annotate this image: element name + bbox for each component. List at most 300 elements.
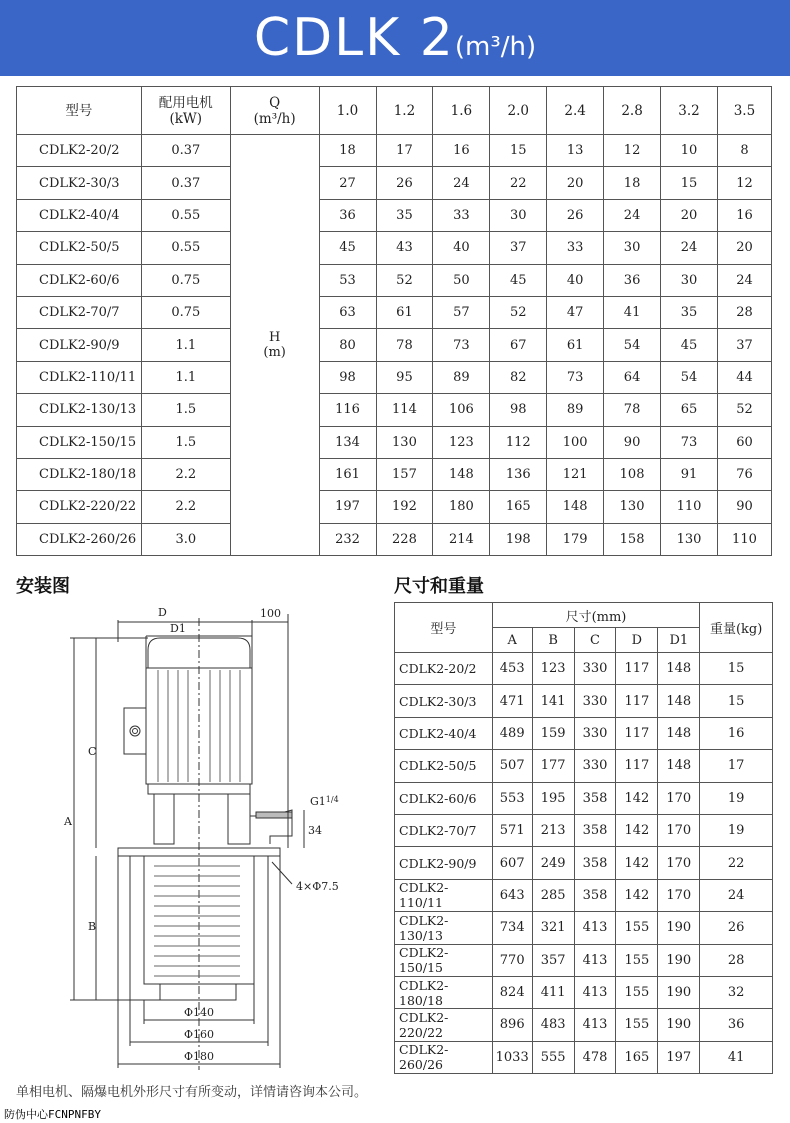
- dimension-cell: 643: [492, 879, 532, 911]
- dimension-cell: 213: [532, 814, 574, 846]
- head-value-cell: 114: [376, 394, 433, 426]
- label-c: C: [88, 745, 97, 758]
- dimension-cell: 413: [574, 976, 616, 1008]
- head-value-cell: 17: [376, 135, 433, 167]
- dimension-cell: 358: [574, 879, 616, 911]
- dimension-cell: 197: [658, 1041, 700, 1073]
- head-value-cell: 36: [604, 264, 661, 296]
- weight-cell: 17: [700, 750, 773, 782]
- head-value-cell: 20: [717, 232, 771, 264]
- junction-box: [124, 708, 146, 754]
- label-d1: D1: [170, 622, 186, 635]
- head-value-cell: 165: [490, 491, 547, 523]
- dimension-cell: 170: [658, 847, 700, 879]
- table-row: [17, 523, 772, 555]
- footnote: 单相电机、隔爆电机外形尺寸有所变动，详情请咨询本公司。: [16, 1085, 368, 1100]
- head-value-cell: 27: [319, 167, 376, 199]
- dimension-cell: 190: [658, 912, 700, 944]
- table-row: [17, 135, 772, 167]
- dimension-cell: 190: [658, 944, 700, 976]
- head-value-cell: 18: [319, 135, 376, 167]
- pump-column-right: [228, 794, 250, 844]
- performance-header-row: [17, 87, 772, 135]
- table-row: [17, 458, 772, 490]
- model-cell: CDLK2-110/11: [17, 361, 142, 393]
- kw-cell: 3.0: [141, 523, 230, 555]
- head-value-cell: 98: [490, 394, 547, 426]
- head-value-cell: 35: [376, 199, 433, 231]
- label-100: 100: [260, 607, 281, 620]
- head-value-cell: 45: [319, 232, 376, 264]
- header-flow: 2.4: [547, 87, 604, 135]
- junction-box-gland: [130, 726, 140, 736]
- head-value-cell: 12: [717, 167, 771, 199]
- model-cell: CDLK2-220/22: [17, 491, 142, 523]
- head-value-cell: 61: [547, 329, 604, 361]
- dims-title: 尺寸和重量: [394, 576, 484, 597]
- head-value-cell: 63: [319, 296, 376, 328]
- dims-header-model: 型号: [395, 603, 493, 653]
- head-value-cell: 45: [490, 264, 547, 296]
- header-flow: 2.8: [604, 87, 661, 135]
- table-row: [395, 717, 773, 749]
- weight-cell: 15: [700, 653, 773, 685]
- table-row: [17, 361, 772, 393]
- dimension-cell: 148: [658, 685, 700, 717]
- head-value-cell: 214: [433, 523, 490, 555]
- head-value-cell: 12: [604, 135, 661, 167]
- title-banner: [0, 0, 790, 76]
- head-value-cell: 106: [433, 394, 490, 426]
- watermark: 防伪中心FCNPNFBY: [4, 1108, 101, 1121]
- label-holes: 4×Φ7.5: [296, 880, 339, 893]
- head-value-cell: 90: [604, 426, 661, 458]
- kw-cell: 0.55: [141, 232, 230, 264]
- table-row: [17, 296, 772, 328]
- head-value-cell: 36: [319, 199, 376, 231]
- weight-cell: 19: [700, 782, 773, 814]
- dimension-cell: 358: [574, 814, 616, 846]
- dims-header-weight: 重量(kg): [700, 603, 773, 653]
- dimension-cell: 142: [616, 782, 658, 814]
- head-value-cell: 73: [433, 329, 490, 361]
- banner-title: CDLK 2: [253, 8, 455, 68]
- model-cell: CDLK2-40/4: [17, 199, 142, 231]
- label-phi180: Φ180: [184, 1050, 215, 1063]
- header-q-line2: (m³/h): [253, 110, 296, 127]
- dimension-cell: 571: [492, 814, 532, 846]
- dimension-cell: 148: [658, 717, 700, 749]
- head-value-cell: 18: [604, 167, 661, 199]
- dimension-cell: 413: [574, 944, 616, 976]
- dims-header-col: B: [532, 628, 574, 653]
- model-cell: CDLK2-130/13: [17, 394, 142, 426]
- head-value-cell: 24: [717, 264, 771, 296]
- head-value-cell: 35: [661, 296, 718, 328]
- head-value-cell: 65: [661, 394, 718, 426]
- model-cell: CDLK2-90/9: [17, 329, 142, 361]
- weight-cell: 19: [700, 814, 773, 846]
- model-cell: CDLK2-150/15: [17, 426, 142, 458]
- model-cell: CDLK2-50/5: [17, 232, 142, 264]
- performance-body: [17, 135, 772, 556]
- dimension-cell: 358: [574, 847, 616, 879]
- label-g: [310, 795, 339, 808]
- head-value-cell: 53: [319, 264, 376, 296]
- model-cell: CDLK2-180/18: [17, 458, 142, 490]
- head-value-cell: 52: [490, 296, 547, 328]
- dimension-cell: 330: [574, 717, 616, 749]
- head-value-cell: 8: [717, 135, 771, 167]
- table-row: [17, 394, 772, 426]
- head-value-cell: 40: [433, 232, 490, 264]
- model-cell: CDLK2-260/26: [395, 1041, 493, 1073]
- dimension-cell: 555: [532, 1041, 574, 1073]
- weight-cell: 41: [700, 1041, 773, 1073]
- head-value-cell: 43: [376, 232, 433, 264]
- head-value-cell: 45: [661, 329, 718, 361]
- dimension-cell: 123: [532, 653, 574, 685]
- head-value-cell: 64: [604, 361, 661, 393]
- table-row: [395, 782, 773, 814]
- label-phi160: Φ160: [184, 1028, 215, 1041]
- table-row: [395, 1041, 773, 1073]
- head-value-cell: 52: [717, 394, 771, 426]
- head-value-cell: 61: [376, 296, 433, 328]
- dimension-cell: 358: [574, 782, 616, 814]
- head-value-cell: 91: [661, 458, 718, 490]
- kw-cell: 2.2: [141, 491, 230, 523]
- dimension-cell: 357: [532, 944, 574, 976]
- head-value-cell: 10: [661, 135, 718, 167]
- head-value-cell: 54: [661, 361, 718, 393]
- head-value-cell: 37: [490, 232, 547, 264]
- kw-cell: 0.75: [141, 264, 230, 296]
- header-motor-line1: 配用电机: [158, 94, 213, 111]
- label-b: B: [88, 920, 97, 933]
- head-value-cell: 33: [547, 232, 604, 264]
- head-value-cell: 67: [490, 329, 547, 361]
- table-row: [17, 491, 772, 523]
- weight-cell: 28: [700, 944, 773, 976]
- head-value-cell: 24: [433, 167, 490, 199]
- header-q-line1: Q: [269, 94, 281, 111]
- kw-cell: 1.1: [141, 361, 230, 393]
- table-row: [395, 814, 773, 846]
- dimensions-table: [394, 602, 773, 1074]
- table-row: [395, 976, 773, 1008]
- dimension-cell: 148: [658, 750, 700, 782]
- weight-cell: 16: [700, 717, 773, 749]
- kw-cell: 1.5: [141, 394, 230, 426]
- dimension-cell: 142: [616, 879, 658, 911]
- dimension-cell: 471: [492, 685, 532, 717]
- dimension-cell: 165: [616, 1041, 658, 1073]
- head-value-cell: 232: [319, 523, 376, 555]
- model-cell: CDLK2-60/6: [395, 782, 493, 814]
- head-value-cell: 121: [547, 458, 604, 490]
- dims-header-col: C: [574, 628, 616, 653]
- model-cell: CDLK2-180/18: [395, 976, 493, 1008]
- head-value-cell: 26: [547, 199, 604, 231]
- head-value-cell: 47: [547, 296, 604, 328]
- dimension-cell: 117: [616, 685, 658, 717]
- head-value-cell: 148: [433, 458, 490, 490]
- table-row: [395, 847, 773, 879]
- dimension-cell: 117: [616, 717, 658, 749]
- dimension-cell: 170: [658, 814, 700, 846]
- installation-drawing: [60, 600, 360, 1075]
- head-value-cell: 110: [717, 523, 771, 555]
- dimension-cell: 330: [574, 653, 616, 685]
- head-value-cell: 90: [717, 491, 771, 523]
- head-value-cell: 16: [717, 199, 771, 231]
- dimension-cell: 148: [658, 653, 700, 685]
- label-a: A: [64, 815, 72, 828]
- head-value-cell: 24: [604, 199, 661, 231]
- header-flow: 1.0: [319, 87, 376, 135]
- dimension-cell: 177: [532, 750, 574, 782]
- dimension-cell: 190: [658, 1009, 700, 1041]
- pump-stages: [154, 866, 240, 976]
- dimension-cell: 607: [492, 847, 532, 879]
- head-value-cell: 112: [490, 426, 547, 458]
- label-g-frac: 1/4: [325, 795, 339, 804]
- dimension-cell: 249: [532, 847, 574, 879]
- head-value-cell: 13: [547, 135, 604, 167]
- header-flow: 3.5: [717, 87, 771, 135]
- head-value-cell: 33: [433, 199, 490, 231]
- dimension-cell: 824: [492, 976, 532, 1008]
- weight-cell: 26: [700, 912, 773, 944]
- head-value-cell: 40: [547, 264, 604, 296]
- head-value-cell: 37: [717, 329, 771, 361]
- weight-cell: 36: [700, 1009, 773, 1041]
- dimension-cell: 142: [616, 847, 658, 879]
- model-cell: CDLK2-60/6: [17, 264, 142, 296]
- head-value-cell: 28: [717, 296, 771, 328]
- kw-cell: 0.37: [141, 135, 230, 167]
- table-row: [395, 879, 773, 911]
- dims-header-size: 尺寸(mm): [492, 603, 700, 628]
- head-value-cell: 130: [604, 491, 661, 523]
- table-row: [17, 199, 772, 231]
- table-row: [395, 750, 773, 782]
- dimension-cell: 453: [492, 653, 532, 685]
- header-model: 型号: [17, 87, 142, 135]
- banner-unit: (m³/h): [454, 32, 537, 62]
- table-row: [17, 329, 772, 361]
- dimension-cell: 770: [492, 944, 532, 976]
- header-motor-line2: (kW): [169, 110, 203, 127]
- head-value-cell: 78: [376, 329, 433, 361]
- header-flow: 2.0: [490, 87, 547, 135]
- model-cell: CDLK2-50/5: [395, 750, 493, 782]
- dimension-cell: 413: [574, 1009, 616, 1041]
- head-value-cell: 20: [547, 167, 604, 199]
- weight-cell: 15: [700, 685, 773, 717]
- h-label-line2: (m): [263, 345, 286, 361]
- head-value-cell: 30: [490, 199, 547, 231]
- head-value-cell: 110: [661, 491, 718, 523]
- head-value-cell: 30: [604, 232, 661, 264]
- head-value-cell: 134: [319, 426, 376, 458]
- header-flow: 3.2: [661, 87, 718, 135]
- install-title: 安装图: [16, 576, 70, 597]
- head-value-cell: 82: [490, 361, 547, 393]
- model-cell: CDLK2-130/13: [395, 912, 493, 944]
- kw-cell: 0.37: [141, 167, 230, 199]
- head-value-cell: 179: [547, 523, 604, 555]
- dimension-cell: 170: [658, 879, 700, 911]
- table-row: [17, 167, 772, 199]
- head-value-cell: 95: [376, 361, 433, 393]
- holes-leader: [272, 862, 292, 884]
- dimensions-body: [395, 653, 773, 1074]
- head-value-cell: 15: [661, 167, 718, 199]
- weight-cell: 32: [700, 976, 773, 1008]
- dimension-cell: 142: [616, 814, 658, 846]
- model-cell: CDLK2-220/22: [395, 1009, 493, 1041]
- kw-cell: 0.75: [141, 296, 230, 328]
- model-cell: CDLK2-20/2: [395, 653, 493, 685]
- label-phi140: Φ140: [184, 1006, 215, 1019]
- table-row: [395, 944, 773, 976]
- dimension-cell: 155: [616, 912, 658, 944]
- head-value-cell: 76: [717, 458, 771, 490]
- model-cell: CDLK2-90/9: [395, 847, 493, 879]
- head-value-cell: 73: [547, 361, 604, 393]
- dimension-cell: 411: [532, 976, 574, 1008]
- head-value-cell: 180: [433, 491, 490, 523]
- label-34: 34: [308, 824, 322, 837]
- head-value-cell: 26: [376, 167, 433, 199]
- dimension-cell: 734: [492, 912, 532, 944]
- pump-inlet: [160, 984, 236, 1000]
- head-value-cell: 57: [433, 296, 490, 328]
- head-value-cell: 148: [547, 491, 604, 523]
- dimension-cell: 321: [532, 912, 574, 944]
- weight-cell: 24: [700, 879, 773, 911]
- header-q: [230, 87, 319, 135]
- head-value-cell: 228: [376, 523, 433, 555]
- kw-cell: 1.5: [141, 426, 230, 458]
- dims-header-row-1: [395, 603, 773, 628]
- head-value-cell: 44: [717, 361, 771, 393]
- head-value-cell: 15: [490, 135, 547, 167]
- dimension-cell: 117: [616, 653, 658, 685]
- dims-header-col: D1: [658, 628, 700, 653]
- header-flow: 1.2: [376, 87, 433, 135]
- head-value-cell: 123: [433, 426, 490, 458]
- header-flow: 1.6: [433, 87, 490, 135]
- performance-table: [16, 86, 772, 556]
- head-value-cell: 130: [661, 523, 718, 555]
- head-value-cell: 16: [433, 135, 490, 167]
- table-row: [395, 912, 773, 944]
- head-value-cell: 157: [376, 458, 433, 490]
- label-g-main: G1: [310, 795, 326, 808]
- table-row: [395, 1009, 773, 1041]
- table-row: [395, 685, 773, 717]
- head-value-cell: 89: [547, 394, 604, 426]
- head-value-cell: 50: [433, 264, 490, 296]
- dimension-cell: 489: [492, 717, 532, 749]
- head-value-cell: 130: [376, 426, 433, 458]
- dimension-cell: 1033: [492, 1041, 532, 1073]
- head-value-cell: 136: [490, 458, 547, 490]
- dimension-cell: 195: [532, 782, 574, 814]
- model-cell: CDLK2-150/15: [395, 944, 493, 976]
- h-label-line1: H: [268, 330, 281, 346]
- kw-cell: 2.2: [141, 458, 230, 490]
- dims-header-col: A: [492, 628, 532, 653]
- dimension-cell: 483: [532, 1009, 574, 1041]
- dimension-cell: 155: [616, 1009, 658, 1041]
- head-value-cell: 73: [661, 426, 718, 458]
- model-cell: CDLK2-40/4: [395, 717, 493, 749]
- dimension-cell: 413: [574, 912, 616, 944]
- h-label-cell: [230, 135, 319, 556]
- dimension-cell: 117: [616, 750, 658, 782]
- head-value-cell: 52: [376, 264, 433, 296]
- model-cell: CDLK2-110/11: [395, 879, 493, 911]
- head-value-cell: 80: [319, 329, 376, 361]
- pump-column-left: [154, 794, 174, 844]
- head-value-cell: 192: [376, 491, 433, 523]
- model-cell: CDLK2-70/7: [17, 296, 142, 328]
- header-motor: [141, 87, 230, 135]
- model-cell: CDLK2-20/2: [17, 135, 142, 167]
- table-row: [17, 426, 772, 458]
- head-value-cell: 158: [604, 523, 661, 555]
- head-value-cell: 41: [604, 296, 661, 328]
- dimension-cell: 141: [532, 685, 574, 717]
- head-value-cell: 60: [717, 426, 771, 458]
- head-value-cell: 22: [490, 167, 547, 199]
- dims-header-col: D: [616, 628, 658, 653]
- dimension-cell: 553: [492, 782, 532, 814]
- kw-cell: 0.55: [141, 199, 230, 231]
- model-cell: CDLK2-260/26: [17, 523, 142, 555]
- head-value-cell: 108: [604, 458, 661, 490]
- kw-cell: 1.1: [141, 329, 230, 361]
- head-value-cell: 89: [433, 361, 490, 393]
- dimension-cell: 478: [574, 1041, 616, 1073]
- head-value-cell: 20: [661, 199, 718, 231]
- head-value-cell: 24: [661, 232, 718, 264]
- head-value-cell: 100: [547, 426, 604, 458]
- table-row: [395, 653, 773, 685]
- dimension-cell: 170: [658, 782, 700, 814]
- model-cell: CDLK2-30/3: [395, 685, 493, 717]
- head-value-cell: 78: [604, 394, 661, 426]
- label-d: D: [158, 606, 167, 619]
- dimension-cell: 159: [532, 717, 574, 749]
- head-value-cell: 161: [319, 458, 376, 490]
- dimension-cell: 330: [574, 750, 616, 782]
- dimension-cell: 155: [616, 976, 658, 1008]
- dimension-cell: 896: [492, 1009, 532, 1041]
- head-value-cell: 30: [661, 264, 718, 296]
- head-value-cell: 116: [319, 394, 376, 426]
- table-row: [17, 264, 772, 296]
- dimension-cell: 285: [532, 879, 574, 911]
- dimension-cell: 507: [492, 750, 532, 782]
- head-value-cell: 54: [604, 329, 661, 361]
- model-cell: CDLK2-30/3: [17, 167, 142, 199]
- dimension-cell: 190: [658, 976, 700, 1008]
